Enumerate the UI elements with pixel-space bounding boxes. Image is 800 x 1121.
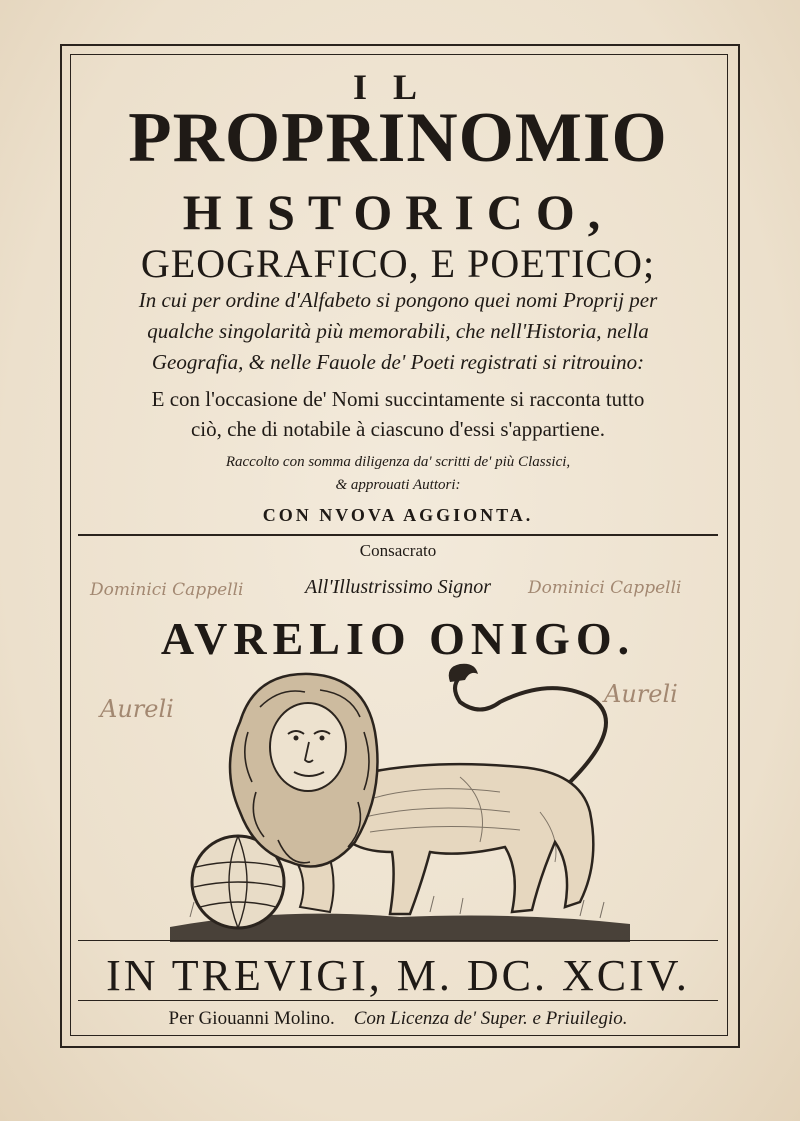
imprint-printer: [78, 1008, 718, 1030]
handwritten-note-left: Dominici Cappelli: [90, 580, 244, 600]
divider-rule-upper: [78, 940, 718, 941]
description-line-5: ciò, che di notabile à ciascuno d'essi s'appartiene.: [190, 417, 605, 441]
new-addition: CON NVOVA AGGIONTA.: [262, 505, 534, 525]
handwritten-aureli-left: Aureli: [100, 695, 174, 723]
printer-name: Per Giouanni Molino.: [168, 1008, 335, 1029]
handwritten-aureli-right: Aureli: [604, 680, 678, 708]
description-line-2: qualche singolarità più memorabili, che nell'Historia, nella: [147, 319, 649, 343]
description-line-4: E con l'occasione de' Nomi succintamente si racconta tutto: [151, 387, 645, 411]
consacrato-label: Consacrato: [359, 541, 437, 560]
subtitle-geografico: GEOGRAFICO, E POETICO;: [140, 241, 656, 286]
book-title: PROPRINOMIO: [128, 99, 668, 177]
subtitle-historico: HISTORICO,: [182, 184, 614, 240]
divider-rule: [78, 534, 718, 536]
imprint-place-date: IN TREVIGI, M. DC. XCIV.: [106, 951, 690, 1000]
divider-rule-lower: [78, 1000, 718, 1001]
compiler-note-2: & approuati Auttori:: [335, 477, 461, 493]
lion-woodcut: [160, 662, 640, 947]
compiler-note-1: Raccolto con somma diligenza da' scritti de' più Classici,: [225, 454, 571, 470]
license-note: Con Licenza de' Super. e Priuilegio.: [353, 1008, 628, 1029]
dedication-line: All'Illustrissimo Signor: [305, 576, 491, 598]
description-line-1: In cui per ordine d'Alfabeto si pongono quei nomi Proprij per: [138, 288, 658, 312]
description-line-3: Geografia, & nelle Fauole de' Poeti registrati si ritrouino:: [151, 350, 645, 374]
patron-name: AVRELIO ONIGO.: [160, 613, 636, 664]
handwritten-note-right: Dominici Cappelli: [528, 578, 682, 598]
title-article: IL: [352, 67, 444, 107]
